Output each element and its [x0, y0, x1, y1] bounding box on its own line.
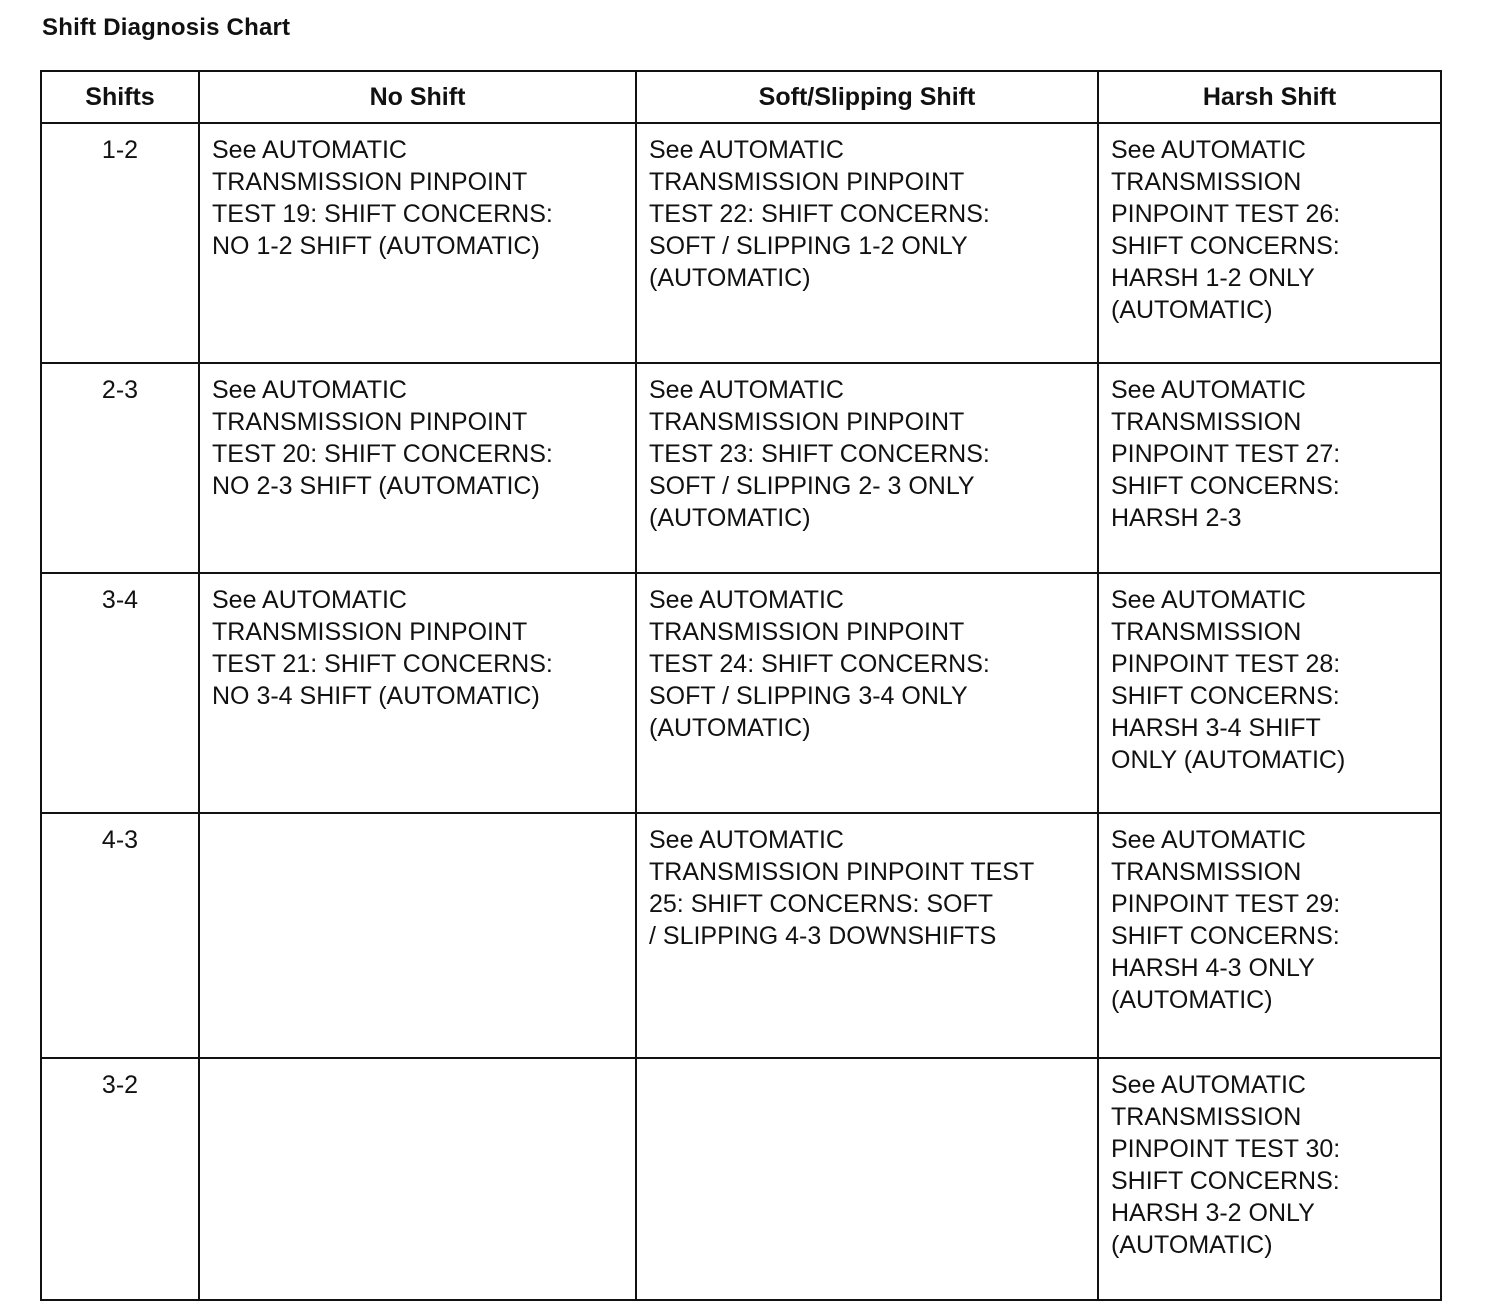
no-shift-cell: See AUTOMATIC TRANSMISSION PINPOINT TEST 19: SHIFT CONCERNS: NO 1-2 SHIFT (AUTOMATIC): [199, 123, 636, 363]
soft-slipping-cell: [636, 1058, 1098, 1300]
table-header-row: [41, 71, 1441, 123]
table-row: [41, 123, 1441, 363]
no-shift-cell: [199, 813, 636, 1058]
shift-cell: 1-2: [41, 123, 199, 363]
harsh-shift-cell: See AUTOMATIC TRANSMISSION PINPOINT TEST 27: SHIFT CONCERNS: HARSH 2-3: [1098, 363, 1441, 573]
soft-slipping-cell: See AUTOMATIC TRANSMISSION PINPOINT TEST 22: SHIFT CONCERNS: SOFT / SLIPPING 1-2 ONLY (AUTOMATIC): [636, 123, 1098, 363]
header-shifts: Shifts: [41, 71, 199, 123]
no-shift-cell: [199, 1058, 636, 1300]
table-row: [41, 813, 1441, 1058]
no-shift-cell: See AUTOMATIC TRANSMISSION PINPOINT TEST 21: SHIFT CONCERNS: NO 3-4 SHIFT (AUTOMATIC): [199, 573, 636, 813]
page-title: Shift Diagnosis Chart: [42, 14, 291, 41]
harsh-shift-cell: See AUTOMATIC TRANSMISSION PINPOINT TEST 30: SHIFT CONCERNS: HARSH 3-2 ONLY (AUTOMATIC): [1098, 1058, 1441, 1300]
table-row: [41, 1058, 1441, 1300]
soft-slipping-cell: See AUTOMATIC TRANSMISSION PINPOINT TEST 25: SHIFT CONCERNS: SOFT / SLIPPING 4-3 DOWNSHIFTS: [636, 813, 1098, 1058]
shift-cell: 3-4: [41, 573, 199, 813]
shift-cell: 3-2: [41, 1058, 199, 1300]
no-shift-cell: See AUTOMATIC TRANSMISSION PINPOINT TEST 20: SHIFT CONCERNS: NO 2-3 SHIFT (AUTOMATIC): [199, 363, 636, 573]
table-row: [41, 573, 1441, 813]
shift-diagnosis-table: [40, 70, 1442, 1301]
harsh-shift-cell: See AUTOMATIC TRANSMISSION PINPOINT TEST 28: SHIFT CONCERNS: HARSH 3-4 SHIFT ONLY (AUTOMATIC): [1098, 573, 1441, 813]
header-soft-slipping-shift: Soft/Slipping Shift: [636, 71, 1098, 123]
header-harsh-shift: Harsh Shift: [1098, 71, 1441, 123]
soft-slipping-cell: See AUTOMATIC TRANSMISSION PINPOINT TEST 24: SHIFT CONCERNS: SOFT / SLIPPING 3-4 ONLY (AUTOMATIC): [636, 573, 1098, 813]
soft-slipping-cell: See AUTOMATIC TRANSMISSION PINPOINT TEST 23: SHIFT CONCERNS: SOFT / SLIPPING 2- 3 ONLY (AUTOMATIC): [636, 363, 1098, 573]
table-row: [41, 363, 1441, 573]
shift-cell: 2-3: [41, 363, 199, 573]
harsh-shift-cell: See AUTOMATIC TRANSMISSION PINPOINT TEST 29: SHIFT CONCERNS: HARSH 4-3 ONLY (AUTOMATIC): [1098, 813, 1441, 1058]
shift-cell: 4-3: [41, 813, 199, 1058]
harsh-shift-cell: See AUTOMATIC TRANSMISSION PINPOINT TEST 26: SHIFT CONCERNS: HARSH 1-2 ONLY (AUTOMATIC): [1098, 123, 1441, 363]
header-no-shift: No Shift: [199, 71, 636, 123]
